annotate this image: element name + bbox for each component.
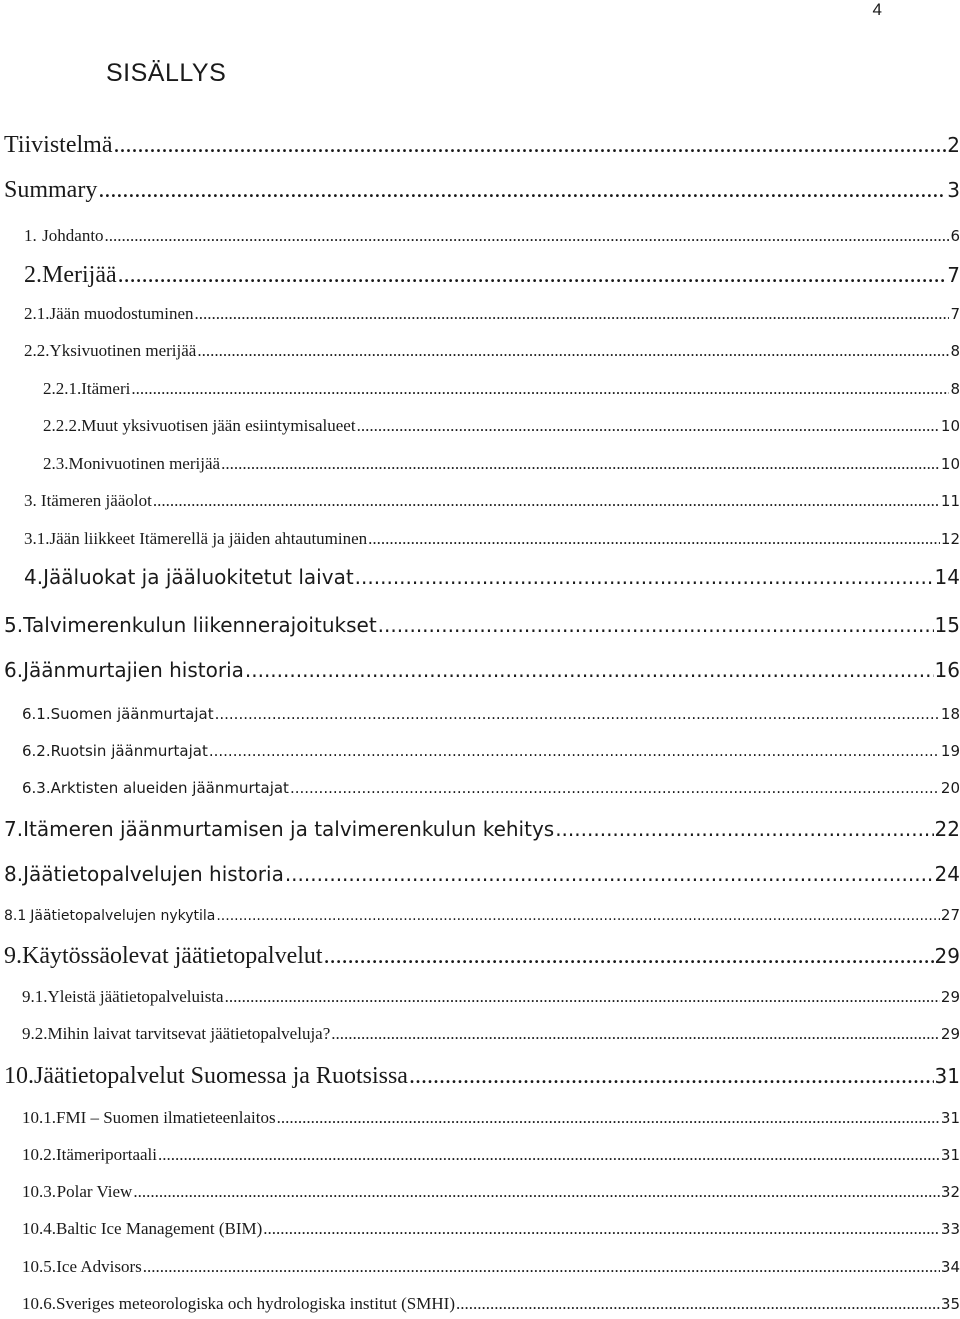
- toc-leader-dots: [215, 705, 940, 723]
- toc-entry-text: Jään muodostuminen: [49, 304, 194, 323]
- toc-leader-dots: [113, 132, 946, 159]
- toc-leader-dots: [133, 1182, 940, 1202]
- toc-entry-page: 31: [940, 1109, 960, 1127]
- toc-entry-page: 34: [940, 1258, 960, 1276]
- toc-entry-text: Arktisten alueiden jäänmurtajat: [50, 779, 289, 797]
- toc-leader-dots: [195, 304, 950, 324]
- toc-entry-number: 2.3.: [43, 454, 69, 473]
- toc-entry-page: 29: [940, 1025, 960, 1043]
- toc-entry-number: 10.4.: [22, 1219, 56, 1238]
- page-number: 4: [872, 0, 882, 19]
- toc-entry-number: 6.2.: [22, 742, 51, 760]
- toc-entry-number: 5.: [4, 613, 24, 637]
- toc-entry-page: 10: [940, 455, 960, 473]
- toc-entry-number: 10.1.: [22, 1108, 56, 1127]
- toc-entry-number: 6.1.: [22, 705, 51, 723]
- toc-leader-dots: [153, 491, 940, 511]
- toc-leader-dots: [357, 416, 940, 436]
- toc-entry-text: Polar View: [56, 1182, 133, 1201]
- toc-entry-text: Itämeriportaali: [56, 1145, 158, 1164]
- toc-entry-page: 10: [940, 417, 960, 435]
- toc-entry-monivuotinen-merijaa[interactable]: [43, 454, 960, 474]
- toc-leader-dots: [378, 613, 934, 637]
- toc-entry-number: 8.: [4, 862, 24, 886]
- toc-entry-text: Jäätietopalvelujen nykytila: [30, 908, 216, 924]
- toc-entry-page: 3: [947, 178, 960, 202]
- toc-entry-page: 22: [934, 817, 960, 841]
- toc-entry-number: 3.1.: [24, 529, 50, 548]
- toc-entry-page: 31: [940, 1146, 960, 1164]
- toc-entry-page: 7: [947, 263, 960, 287]
- toc-leader-dots: [355, 565, 934, 589]
- toc-entry-page: 14: [934, 565, 960, 589]
- toc-entry-page: 24: [934, 862, 960, 886]
- toc-entry-number: 2.2.2.: [43, 416, 82, 435]
- toc-leader-dots: [216, 908, 940, 924]
- toc-leader-dots: [143, 1257, 940, 1277]
- toc-entry-yleista-jaatietopalveluista[interactable]: [22, 987, 960, 1007]
- toc-leader-dots: [290, 779, 940, 797]
- toc-entry-text: Baltic Ice Management (BIM): [56, 1219, 263, 1238]
- toc-entry-text: Yleistä jäätietopalveluista: [47, 987, 224, 1006]
- toc-entry-text: Muut yksivuotisen jään esiintymisalueet: [81, 416, 356, 435]
- toc-entry-number: 6.3.: [22, 779, 51, 797]
- toc-entry-text: Itämeren jääolot: [40, 491, 152, 510]
- toc-entry-text: Jääluokat ja jääluokitetut laivat: [43, 565, 354, 589]
- toc-entry-number: 1.: [24, 226, 37, 245]
- toc-entry-page: 8: [950, 380, 960, 398]
- toc-entry-text: Merijää: [42, 262, 117, 288]
- toc-entry-number: 4.: [24, 565, 44, 589]
- toc-entry-arktisten-jaanmurtajat[interactable]: [22, 779, 960, 797]
- toc-entry-number: 9.2.: [22, 1024, 48, 1043]
- toc-entry-text: Sveriges meteorologiska och hydrologiska institut (SMHI): [56, 1294, 455, 1313]
- toc-entry-page: 33: [940, 1220, 960, 1238]
- toc-entry-jaanmurtajien-historia[interactable]: [4, 658, 960, 682]
- toc-entry-number: 10.3.: [22, 1182, 56, 1201]
- toc-entry-number: 3.: [24, 491, 37, 510]
- toc-leader-dots: [285, 862, 934, 886]
- toc-entry-text: Itämeri: [81, 379, 131, 398]
- toc-entry-bim[interactable]: [22, 1219, 960, 1239]
- toc-entry-page: 2: [947, 133, 960, 157]
- toc-entry-jaatietopalvelujen-historia[interactable]: [4, 862, 960, 886]
- toc-entry-text: Jäänmurtajien historia: [23, 658, 244, 682]
- toc-entry-number: 10.6.: [22, 1294, 56, 1313]
- toc-title: SISÄLLYS: [106, 59, 227, 87]
- toc-entry-page: 27: [940, 906, 960, 924]
- toc-leader-dots: [221, 454, 940, 474]
- toc-entry-mihin-laivat[interactable]: [22, 1024, 960, 1044]
- toc-entry-number: 2.: [24, 262, 42, 288]
- toc-entry-number: 8.1: [4, 908, 27, 924]
- toc-entry-jaatietopalvelujen-nykytila[interactable]: [4, 906, 960, 924]
- toc-leader-dots: [277, 1108, 940, 1128]
- toc-entry-text: Talvimerenkulun liikennerajoitukset: [23, 613, 377, 637]
- toc-entry-text: Mihin laivat tarvitsevat jäätietopalveluja?: [47, 1024, 331, 1043]
- toc-entry-johdanto[interactable]: [24, 226, 960, 246]
- toc-entry-fmi[interactable]: [22, 1108, 960, 1128]
- toc-entry-number: 2.2.1.: [43, 379, 82, 398]
- toc-leader-dots: [158, 1145, 940, 1165]
- toc-entry-page: 12: [940, 530, 960, 548]
- toc-entry-page: 8: [950, 342, 960, 360]
- toc-entry-text: Yksivuotinen merijää: [49, 341, 197, 360]
- toc-entry-page: 16: [934, 658, 960, 682]
- toc-entry-text: Jään liikkeet Itämerellä ja jäiden ahtautuminen: [49, 529, 368, 548]
- toc-leader-dots: [209, 742, 940, 760]
- toc-leader-dots: [197, 341, 949, 361]
- toc-entry-text: Johdanto: [42, 226, 104, 245]
- toc-entry-page: 7: [950, 305, 960, 323]
- toc-entry-merijaa[interactable]: [24, 262, 960, 289]
- toc-entry-text: FMI – Suomen ilmatieteenlaitos: [56, 1108, 276, 1127]
- toc-entry-number: 9.: [4, 943, 22, 969]
- toc-leader-dots: [324, 943, 934, 970]
- toc-entry-page: 29: [940, 988, 960, 1006]
- toc-entry-page: 19: [940, 742, 960, 760]
- toc-entry-itameri[interactable]: [43, 379, 960, 399]
- toc-entry-text: Jäätietopalvelujen historia: [23, 862, 284, 886]
- toc-entry-text: Käytössäolevat jäätietopalvelut: [22, 943, 323, 969]
- toc-entry-page: 32: [940, 1183, 960, 1201]
- toc-entry-text: Ice Advisors: [56, 1257, 142, 1276]
- toc-entry-talvimerenkulun[interactable]: [4, 613, 960, 637]
- toc-entry-text: Itämeren jäänmurtamisen ja talvimerenkulun kehitys: [23, 817, 555, 841]
- toc-leader-dots: [98, 177, 946, 204]
- toc-entry-page: 6: [950, 227, 960, 245]
- toc-entry-number: 6.: [4, 658, 24, 682]
- toc-entry-text: Suomen jäänmurtajat: [50, 705, 214, 723]
- toc-entry-ice-advisors[interactable]: [22, 1257, 960, 1277]
- toc-entry-page: 35: [940, 1295, 960, 1313]
- toc-leader-dots: [409, 1063, 934, 1090]
- toc-entry-number: 10.: [4, 1063, 34, 1089]
- toc-entry-text: Summary: [4, 177, 98, 203]
- toc-entry-suomessa-ja-ruotsissa[interactable]: [4, 1063, 960, 1090]
- toc-entry-ruotsin-jaanmurtajat[interactable]: [22, 742, 960, 760]
- toc-entry-jaan-liikkeet[interactable]: [24, 529, 960, 549]
- toc-leader-dots: [368, 529, 940, 549]
- toc-entry-number: 10.5.: [22, 1257, 56, 1276]
- toc-leader-dots: [131, 379, 949, 399]
- toc-entry-polar-view[interactable]: [22, 1182, 960, 1202]
- toc-entry-page: 18: [940, 705, 960, 723]
- toc-leader-dots: [263, 1219, 940, 1239]
- toc-entry-smhi[interactable]: [22, 1294, 960, 1314]
- toc-entry-tiivistelma[interactable]: [4, 132, 960, 159]
- toc-entry-number: 2.2.: [24, 341, 50, 360]
- toc-leader-dots: [225, 987, 940, 1007]
- toc-entry-yksivuotinen-merijaa[interactable]: [24, 341, 960, 361]
- toc-leader-dots: [555, 817, 933, 841]
- toc-entry-itameren-jaaolot[interactable]: [24, 491, 960, 511]
- toc-entry-page: 11: [940, 492, 960, 510]
- toc-leader-dots: [245, 658, 934, 682]
- toc-entry-jaanmurtamisen-kehitys[interactable]: [4, 817, 960, 841]
- toc-entry-muut-yksivuotisen[interactable]: [43, 416, 960, 436]
- toc-entry-kaytossaolevat[interactable]: [4, 943, 960, 970]
- toc-entry-text: Ruotsin jäänmurtajat: [50, 742, 208, 760]
- toc-entry-page: 20: [940, 779, 960, 797]
- toc-entry-page: 31: [934, 1064, 960, 1088]
- toc-entry-number: 7.: [4, 817, 24, 841]
- toc-entry-text: Tiivistelmä: [4, 132, 113, 158]
- toc-leader-dots: [118, 262, 947, 289]
- toc-entry-page: 29: [934, 944, 960, 968]
- toc-entry-itameriportaali[interactable]: [22, 1145, 960, 1165]
- toc-entry-summary[interactable]: [4, 177, 960, 204]
- toc-entry-suomen-jaanmurtajat[interactable]: [22, 705, 960, 723]
- toc-entry-page: 15: [934, 613, 960, 637]
- toc-leader-dots: [105, 226, 950, 246]
- toc-entry-jaan-muodostuminen[interactable]: [24, 304, 960, 324]
- toc-leader-dots: [331, 1024, 940, 1044]
- toc-entry-text: Monivuotinen merijää: [68, 454, 221, 473]
- toc-entry-number: 2.1.: [24, 304, 50, 323]
- toc-entry-text: Jäätietopalvelut Suomessa ja Ruotsissa: [34, 1063, 408, 1089]
- toc-entry-jaaluokat[interactable]: [24, 565, 960, 589]
- toc-leader-dots: [456, 1294, 940, 1314]
- toc-entry-number: 9.1.: [22, 987, 48, 1006]
- toc-entry-number: 10.2.: [22, 1145, 56, 1164]
